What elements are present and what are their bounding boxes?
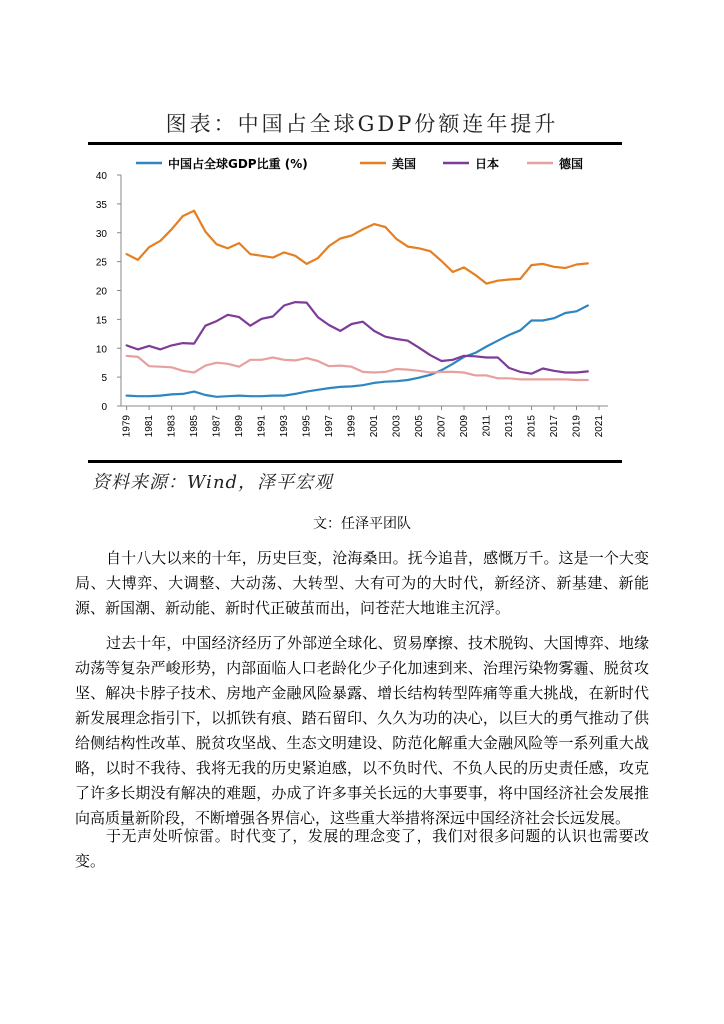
chart-title: 图表：中国占全球GDP份额连年提升: [165, 112, 559, 136]
legend-label-3: 德国: [559, 157, 584, 171]
x-tick-label: 2021: [594, 415, 606, 438]
x-tick-label: 2009: [459, 415, 471, 438]
x-tick-label: 1979: [121, 415, 133, 438]
x-tick-label: 2005: [414, 415, 426, 438]
paragraph-1: 自十八大以来的十年，历史巨变，沧海桑田。抚今追昔，感慨万千。这是一个大变局、大博弈、大调整、大动荡、大转型、大有可为的大时代，新经济、新基建、新能源、新国潮、新动能、新时代正破茧而出，问苍茫大地谁主沉浮。: [75, 549, 649, 617]
x-tick-label: 2001: [369, 415, 381, 438]
y-tick-label: 35: [95, 199, 107, 211]
source-note: 资料来源：Wind，泽平宏观: [92, 472, 334, 493]
x-tick-label: 1999: [346, 415, 358, 438]
y-tick-label: 5: [101, 373, 107, 385]
x-tick-label: 1997: [324, 415, 336, 438]
legend: [136, 156, 583, 171]
x-tick-label: 1983: [166, 415, 178, 438]
x-tick-label: 2017: [549, 415, 561, 438]
y-tick-label: 40: [95, 171, 107, 182]
series-line-0: [127, 306, 588, 397]
x-tick-label: 2019: [571, 415, 583, 438]
series-line-2: [127, 302, 588, 374]
series-lines: [127, 211, 588, 397]
x-tick-label: 1995: [301, 415, 313, 438]
x-tick-label: 1985: [189, 415, 201, 438]
x-tick-label: 1981: [144, 415, 156, 438]
y-tick-label: 25: [95, 257, 107, 269]
x-tick-label: 1993: [279, 415, 291, 438]
y-tick-label: 10: [95, 344, 107, 356]
paragraph-2: 过去十年，中国经济经历了外部逆全球化、贸易摩擦、技术脱钩、大国博弈、地缘动荡等复杂严峻形势，内部面临人口老龄化少子化加速到来、治理污染物雾霾、脱贫攻坚、解决卡脖子技术、房地产金融风险暴露、增长结构转型阵痛等重大挑战，在新时代新发展理念指引下，以抓铁有痕、踏石留印、久久为功的决心，以巨大的勇气推动了供给侧结构性改革、脱贫攻坚战、生态文明建设、防范化解重大金融风险等一系列重大战略，以时不我待、我将无我的历史紧迫感，以不负时代、不负人民的历史责任感，攻克了许多长期没有解决的难题，办成了许多事关长远的大事要事，将中国经济社会发展推向高质量新阶段，不断增强各界信心，这些重大举措将深远中国经济社会长远发展。: [75, 634, 649, 827]
x-tick-label: 1991: [256, 415, 268, 438]
x-tick-label: 2011: [481, 415, 493, 437]
x-tick-label: 2003: [391, 415, 403, 438]
bottom-rule: [88, 460, 622, 463]
series-line-1: [127, 211, 588, 284]
y-tick-label: 30: [95, 228, 107, 240]
axes: [96, 171, 608, 437]
series-line-3: [127, 356, 588, 380]
gdp-share-chart: [0, 0, 724, 470]
legend-label-1: 美国: [392, 157, 417, 171]
legend-label-0: 中国占全球GDP比重 (%): [168, 157, 308, 171]
x-tick-label: 2015: [526, 415, 538, 438]
x-tick-label: 1987: [211, 415, 223, 438]
paragraph-3: 于无声处听惊雷。时代变了，发展的理念变了，我们对很多问题的认识也需要改变。: [75, 827, 649, 870]
x-tick-label: 2013: [504, 415, 516, 438]
x-tick-label: 2007: [436, 415, 448, 438]
legend-label-2: 日本: [475, 157, 500, 171]
y-tick-label: 0: [101, 402, 107, 413]
x-tick-label: 1989: [234, 415, 246, 438]
y-tick-label: 20: [95, 286, 107, 298]
author-line: 文：任泽平团队: [313, 516, 411, 532]
y-tick-label: 15: [95, 315, 107, 327]
